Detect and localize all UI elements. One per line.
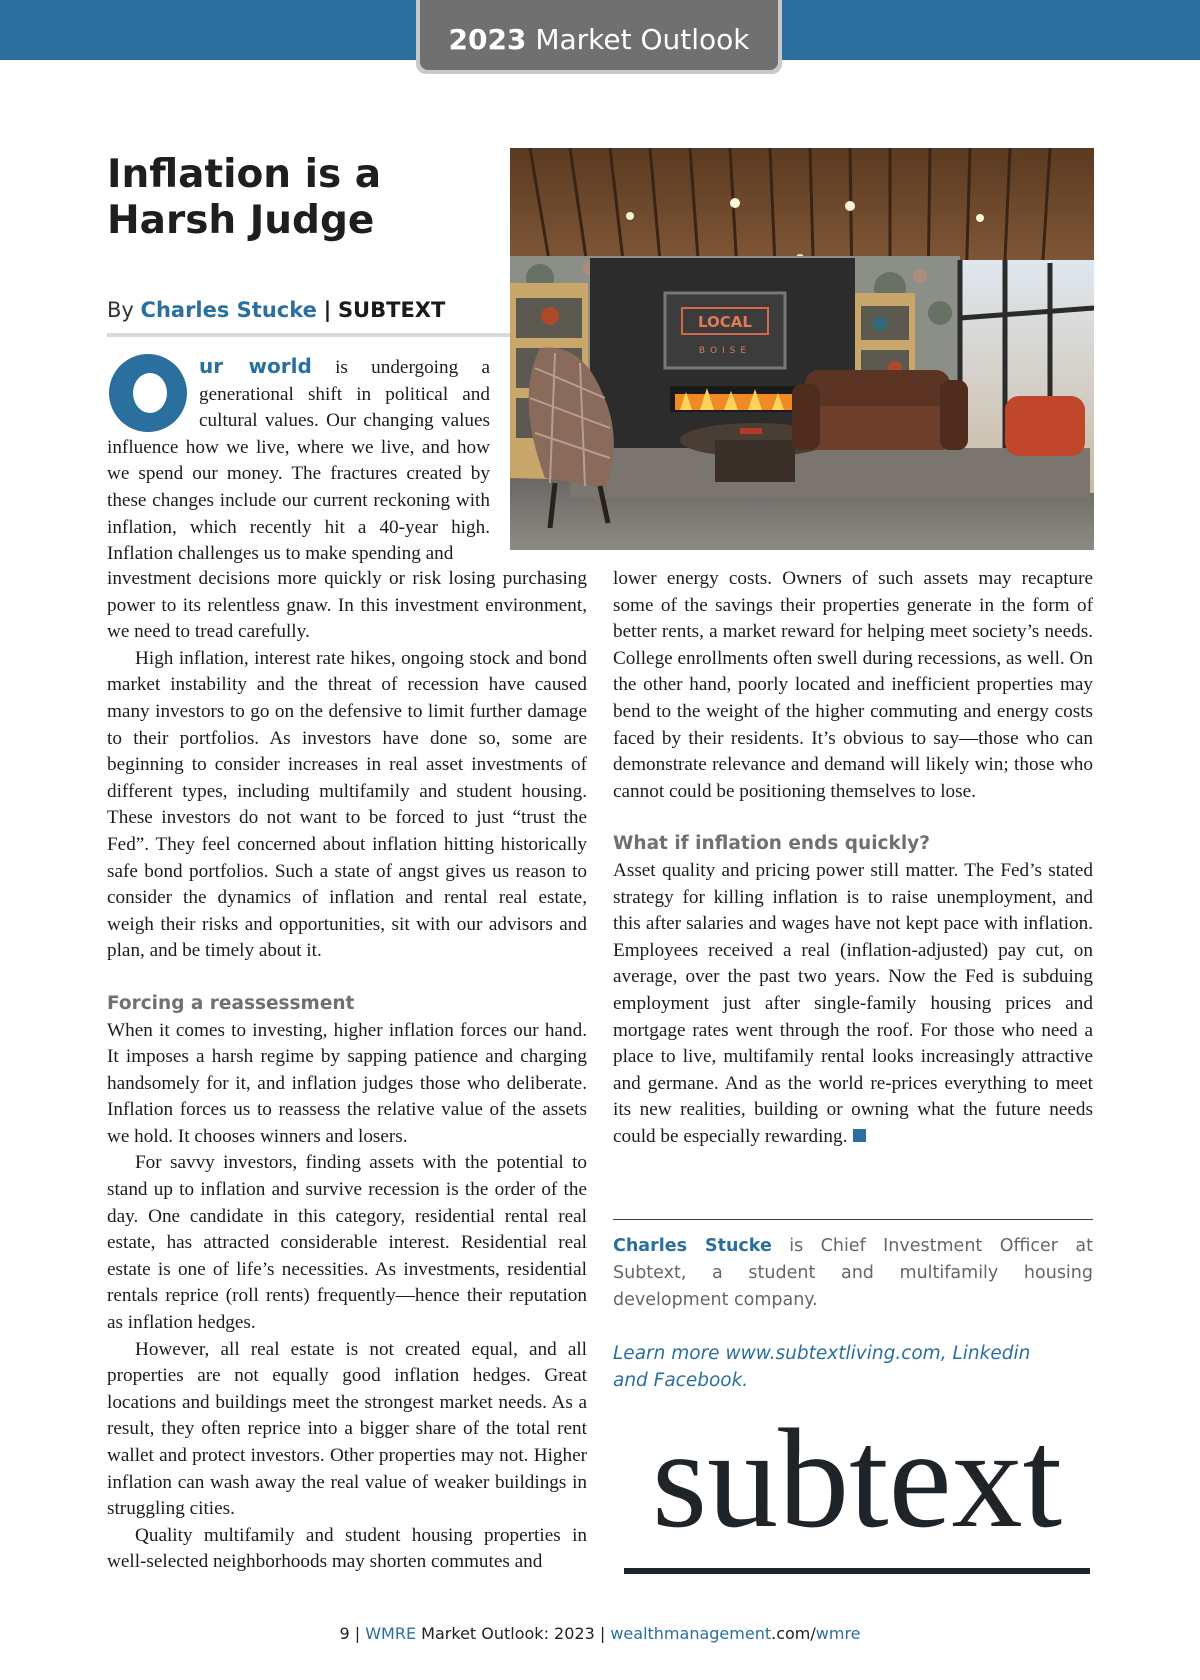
right-para-1: lower energy costs. Owners of such assets may recapture some of the savings their properties generate in the form of better rents, a market reward for helping meet society’s needs. College enrollments often swell during recessions, as well. On the other hand, poorly located and inefficient properties may bend to the weight of the higher commuting and energy costs faced by their residents. It’s obvious to say—those who can demonstrate relevance and demand will likely win; those who cannot could be positioning themselves to lose. bbox=[613, 568, 1093, 802]
page-number: 9 bbox=[339, 1624, 350, 1643]
header-tab bbox=[416, 0, 782, 74]
intro-rest: is undergoing a generational shift in political and cultural values. Our changing values influence how we live, where we live, and how we spend our money. The fractures created by these changes include our current reckoning with inflation, which recently hit a 40-year high. Inflation challenges us to make spending and bbox=[107, 357, 490, 565]
title-line-2: Harsh Judge bbox=[107, 198, 375, 243]
byline-rule bbox=[107, 333, 515, 337]
header-tab-label bbox=[420, 0, 778, 70]
lounge-photo bbox=[510, 148, 1094, 550]
byline-author: Charles Stucke bbox=[140, 298, 317, 322]
byline-org: SUBTEXT bbox=[337, 298, 446, 322]
end-mark-icon bbox=[853, 1129, 866, 1142]
footer-title: Market Outlook: 2023 bbox=[416, 1624, 595, 1643]
header-year: 2023 bbox=[448, 23, 527, 56]
bio-rule bbox=[613, 1219, 1093, 1220]
intro-paragraph bbox=[107, 353, 490, 568]
heading-forcing-reassessment: Forcing a reassessment bbox=[107, 992, 355, 1014]
dropcap-o bbox=[107, 353, 189, 433]
bio-name: Charles Stucke bbox=[613, 1236, 772, 1256]
byline-by: By bbox=[107, 298, 134, 322]
left-para-2: High inflation, interest rate hikes, ongoing stock and bond market instability and the threat of recession have caused many investors to go on the defensive to limit further damage to their portfolios. As investors have done so, some are beginning to consider increases in real asset investments of different types, including multifamily and student housing. These investors do not want to be forced to just “trust the Fed”. They feel concerned about inflation hitting historically safe bond portfolios. Such a state of angst gives us reason to consider the dynamics of inflation and rental real estate, weigh their risks and opportunities, sit with our advisors and plan, and be timely about it. bbox=[107, 647, 587, 962]
subtext-logo bbox=[622, 1418, 1092, 1578]
learn-more-link[interactable]: Learn more www.subtextliving.com, Linkedin and Facebook. bbox=[613, 1343, 1031, 1391]
author-bio bbox=[613, 1233, 1093, 1314]
page-footer bbox=[0, 1624, 1200, 1643]
article-title bbox=[107, 152, 507, 244]
footer-site-b[interactable]: .com/ bbox=[771, 1624, 816, 1643]
footer-sep-2: | bbox=[594, 1624, 611, 1643]
left-para-3: When it comes to investing, higher inflation forces our hand. It imposes a harsh regime by sapping patience and charging handsomely for it, and inflation judges those who deliberate. Inflation forces us to reassess the relative value of the assets we hold. It chooses winners and losers. bbox=[107, 1019, 587, 1147]
right-para-2: Asset quality and pricing power still matter. The Fed’s stated strategy for killing inflation is to raise unemployment, and this after salaries and wages have not kept pace with inflation. Employees received a real (inflation-adjusted) pay cut, on average, over the past two years. Now the Fed is subduing employment just after single-family housing prices and mortgage rates went through the roof. For those who need a place to live, multifamily rental looks increasingly attractive and germane. And as the world re-prices everything to meet its new realities, building or owning what the future needs could be especially rewarding. bbox=[613, 859, 1093, 1147]
logo-text: subtext bbox=[651, 1418, 1063, 1557]
left-para-4: For savvy investors, finding assets with the potential to stand up to inflation and survive recession is the order of the day. One candidate in this category, residential rental real estate, has attracted considerable interest. Residential real estate is one of life’s necessities. As investments, residential rentals reprice (roll rents) frequently—hence their reputation as inflation hedges. bbox=[107, 1152, 587, 1334]
header-label: Market Outlook bbox=[535, 23, 750, 56]
left-para-5: However, all real estate is not created equal, and all properties are not equally good inflation hedges. Great locations and buildings meet the strongest market needs. As a result, they often reprice into a bigger share of the total rent wallet and protect investors. Other properties may not. Higher inflation can wash away the real value of weaker buildings in struggling cities. bbox=[107, 1338, 587, 1520]
footer-sep-1: | bbox=[349, 1624, 366, 1643]
lead-words: ur world bbox=[199, 354, 312, 378]
byline-separator: | bbox=[323, 298, 332, 322]
left-column bbox=[107, 566, 587, 1576]
title-line-1: Inflation is a bbox=[107, 152, 382, 197]
footer-site-c[interactable]: wmre bbox=[815, 1624, 861, 1643]
left-para-continued: investment decisions more quickly or risk losing purchasing power to its relentless gnaw. In this investment environment, we need to tread carefully. bbox=[107, 568, 587, 643]
left-para-6: Quality multifamily and student housing properties in well-selected neighborhoods may shorten commutes and bbox=[107, 1524, 587, 1573]
dropcap-letter: O bbox=[148, 405, 149, 406]
footer-pub: WMRE bbox=[365, 1624, 417, 1643]
bio-text: is Chief Investment Officer at Subtext, a student and multifamily housing development company. bbox=[613, 1236, 1093, 1310]
sign-boise: BOISE bbox=[698, 346, 752, 356]
byline bbox=[107, 298, 445, 322]
right-column bbox=[613, 566, 1093, 1150]
footer-site-a[interactable]: wealthmanagement bbox=[610, 1624, 772, 1643]
heading-inflation-ends: What if inflation ends quickly? bbox=[613, 833, 930, 855]
sign-local: LOCAL bbox=[698, 313, 752, 331]
